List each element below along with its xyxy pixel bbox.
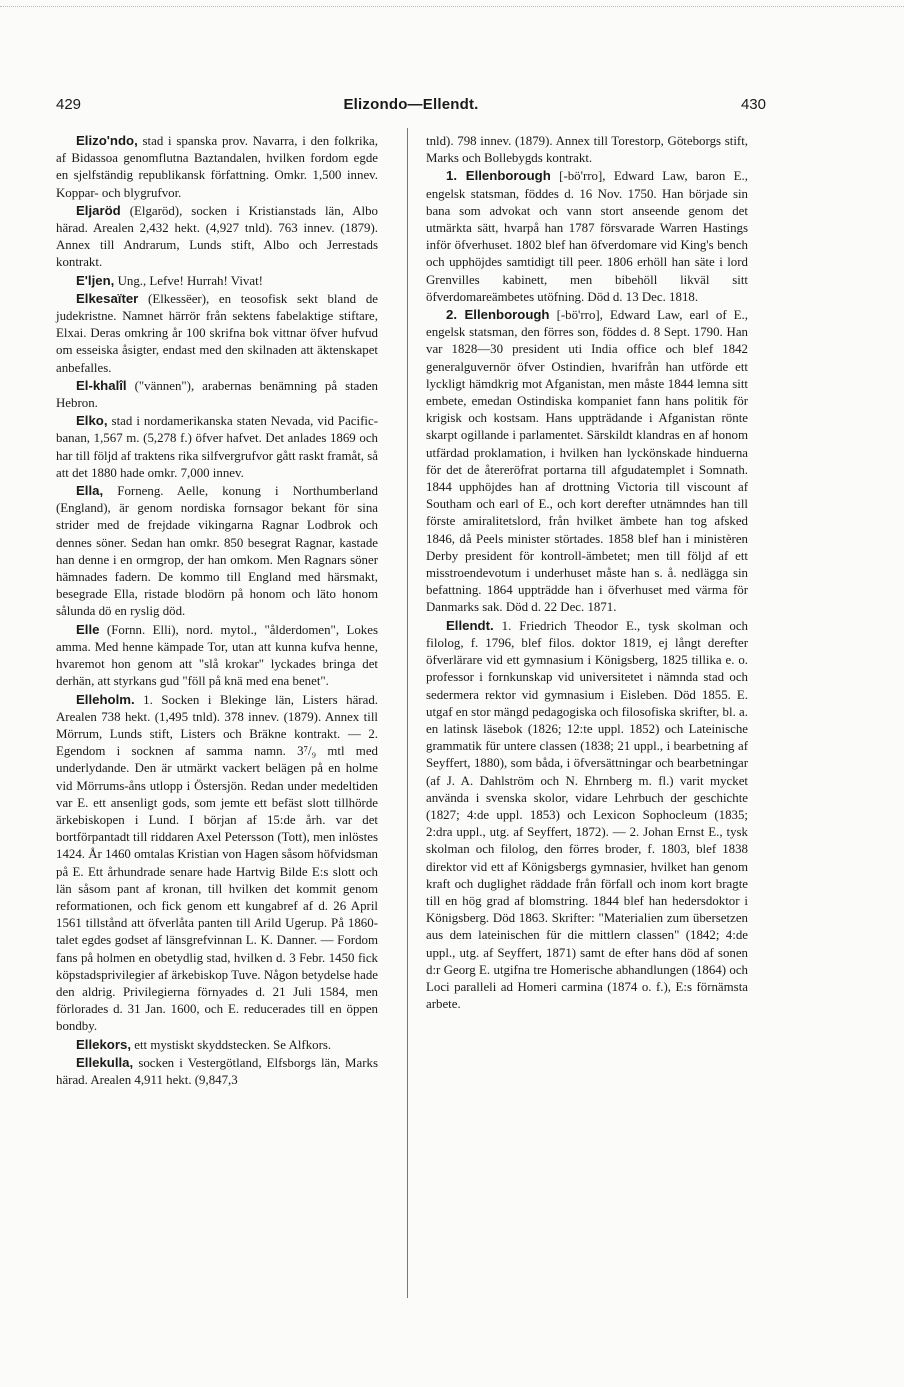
headword: Elko, [76, 413, 108, 429]
headword: Eljaröd [76, 202, 121, 218]
entry-text: [-bö'rro], Edward Law, earl of E., engelsk statsman, den förres son, föddes d. 8 Sept. 1790. Han var 1828—30 president uti India office och blef 1842 generalguvernör öfver Ostindien, hvarifrån han utförde ett lyckligt hämdkrig mot Afganistan, men måste 1844 lemna sitt embete, emedan Ostindiska kompaniet fann hans politik för krigisk och kostsam. Hans uppträdande i Afganistan rönte skarpt ogillande i parlamentet. Särskildt klandras en af honom utfärdad proklamation, i hvilken han lyckönskade hinduerna för det de återeröfrat portarna till afgudatemplet i Somnath. 1844 upphöjdes han af drottning Victoria till viscount af Southam och earl of E., och kort derefter utnämndes han till förste amiralitetslord, från hvilket ämbete han tog afsked 1846, då Peels minister störtades. 1858 blef han i ministèren Derby president för kontroll-ämbetet; men till följd af ett misstroendevotum i underhuset måste han s. å. nedlägga sin befattning. 1864 uppträdde han i öfverhuset med värma för Danmarks sak. Död d. 22 Dec. 1871. [426, 308, 748, 615]
entry-el-khalil [56, 377, 378, 412]
headword: Ellekors, [76, 1036, 131, 1052]
entry-ellekors [56, 1036, 378, 1054]
right-column [426, 132, 748, 1013]
headword: Ellendt. [446, 617, 494, 633]
headword: Elleholm. [76, 691, 135, 707]
entry-ellekulla [56, 1054, 378, 1089]
entry-text: [-bö'rro], Edward Law, baron E., engelsk statsman, föddes d. 16 Nov. 1750. Han började sin bana som advokat och vann stort anseende genom det utmärkta sätt, hvarpå han 1787 försvarade Warren Hastings inför öfverhuset. 1802 blef han öfverdomare vid King's bench och upphöjdes samtidigt till peer. 1806 erhöll han säte i lord Grenvilles kabinett, men bibehöll likväl sitt öfverdomareämbetes utöfning. Död d. 13 Dec. 1818. [426, 169, 748, 304]
entry-ellenborough-1 [426, 167, 748, 306]
entry-elko [56, 412, 378, 482]
column-divider [407, 128, 408, 1298]
left-column [56, 132, 378, 1089]
entry-text: Ung., Lefve! Hurrah! Vivat! [117, 273, 263, 288]
running-title: Elizondo—Ellendt. [343, 96, 479, 113]
entry-elleholm [56, 691, 378, 1036]
entry-ella [56, 482, 378, 621]
entry-text: 1. Friedrich Theodor E., tysk skolman och filolog, f. 1796, blef filos. doktor 1819, ej långt derefter öfverlärare vid ett gymnasium i Königsberg, 1825 tillika e. o. professor i fornkunskap vid universitetet i nämnda stad och sedermera rektor vid gymnasium i Eisleben. Död 1855. E. utgaf en stor mängd pedagogiska och filosofiska skrifter, bl. a. en latinsk läsebok (1826; 12:te uppl. 1852) och Lateinische grammatik für untere classen (1838; 21 uppl., i bearbetning af Seyffert, 1880), som båda, i öfversättningar och bearbetningar (af J. A. Dahlström och N. Ehrnberg m. fl.) varit mycket använda i svenska skolor, vidare Lehrbuch der geschichte (1827; 4:de uppl. 1853) och Lexicon Sophocleum (1835; 2:dra uppl., utg. af Seyffert, 1872). — 2. Johan Ernst E., tysk skolman och filolog, den förres broder, f. 1803, blef 1838 direktor vid ett af Königsbergs gymnasier, hvilket han genom kraft och duglighet räddade från förfall och inom kort bragte till en hög grad af blomstring. 1844 blef han hedersdoktor i Königsberg. Död 1863. Skrifter: "Materialien zum übersetzen aus dem lateinischen für die mittlern classen" (1842; 4:de uppl., utg. af Seyffert, 1871) samt de efter hans död af sonen d:r Georg E. utgifna tre Homerische abhandlungen (1864) och Loci paralleli ad Homeri carmina (1874 o. f.), E:s förnämsta arbete. [426, 618, 748, 1012]
entry-eljarod [56, 202, 378, 272]
entry-ellenborough-2 [426, 306, 748, 617]
page-number-right: 430 [740, 96, 766, 113]
entry-text: socken i Vestergötland, Elfsborgs län, Marks härad. Arealen 4,911 hekt. (9,847,3 [56, 1055, 378, 1087]
headword: 1. Ellenborough [446, 168, 551, 184]
entry-text: stad i spanska prov. Navarra, i den folkrika, af Bidassoa genomflutna Baztandalen, hvilken fordom egde en sjelfständig republikansk författning. Omkr. 1,500 innev. Koppar- och blygrufvor. [56, 134, 378, 200]
headword: E'ljen, [76, 272, 115, 288]
entry-text: (Elkessëer), en teosofisk sekt bland de judekristne. Namnet härrör från sektens fabelaktige stiftare, Elxai. Deras omkring år 100 skrifna bok vittnar öfver hufvud om esseiska åsigter, endast med den skilnaden att äktenskapet anbefalles. [56, 291, 378, 375]
entry-text: stad i nordamerikanska staten Nevada, vid Pacific-banan, 1,567 m. (5,278 f.) öfver hafvet. Det anlades 1869 och har till följd af traktens rika silfvergrufvor gått raskt framåt, så att det 1880 hade omkr. 7,000 innev. [56, 414, 378, 480]
entry-ellendt [426, 617, 748, 1014]
entry-text: (Elgaröd), socken i Kristianstads län, Albo härad. Arealen 2,432 hekt. (4,927 tnld). 763 innev. (1879). Annex till Andrarum, Lunds stift, Albo och Jerrestads kontrakt. [56, 203, 378, 270]
entry-text: ("vännen"), arabernas benämning på staden Hebron. [56, 378, 378, 411]
entry-text: ett mystiskt skyddstecken. Se Alfkors. [134, 1037, 332, 1052]
entry-text: (Fornn. Elli), nord. mytol., "ålderdomen", Lokes amma. Med henne kämpade Tor, utan att kunna kufva henne, hvaremot hon genom att "slå krokar" lyckades bringa det derhän, att styrkans gud "föll på knä med ena benet". [56, 622, 378, 689]
headword: Elle [76, 621, 100, 637]
headword: Elkesaïter [76, 290, 139, 306]
entry-text: Forneng. Aelle, konung i Northumberland (England), är genom nordiska fornsagor bekant för sina strider med de frejdade vikingarna Ragnar Lodbrok och dennes söner. Sedan han omkr. 850 besegrat Ragnar, kastade han denne i en ormgrop, der han omkom. Men Ragnars söner hämnades fadern. De kommo till England med härsmakt, besegrade Ella, ristade blodörn på honom och läto honom sålunda dö en ryslig död. [56, 484, 378, 619]
page-header [56, 96, 766, 120]
entry-elkesaiter [56, 290, 378, 377]
entry-text: tnld). 798 innev. (1879). Annex till Torestorp, Göteborgs stift, Marks och Bollebygds kontrakt. [426, 134, 748, 166]
entry-ellekulla-continued [426, 132, 748, 167]
headword: Ellekulla, [76, 1054, 134, 1070]
entry-text: 1. Socken i Blekinge län, Listers härad. Arealen 738 hekt. (1,495 tnld). 378 innev. (1879). Annex till Mörrum, Lunds stift, Listers och Bräkne kontrakt. — 2. Egendom i socknen af samma namn. 3⁷/₉ mtl med underlydande. Den är utmärkt vackert belägen på en holme vid Mörrums-åns utlopp i Östersjön. Redan under medeltiden var E. ett ansenligt gods, som jemte ett befäst slott tillhörde ärkebiskopen i Lund. I början af 15:de årh. var det bortförpantadt till riddaren Axel Petersson (Tott), men inlöstes 1424. År 1460 omtalas Kristian von Hagen såsom höfvidsman på E. Ett århundrade senare hade Hartvig Bilde E:s slott och län såsom pant af kronan, till hvilken det kommit genom reformationen, och fick genom ett kungabref af d. 26 April 1561 tillstånd att öfverlåta panten till Arild Ugerup. På 1860-talet egdes godset af länsgrefvinnan L. K. Danner. — Fordom fans på holmen en obetydlig stad, hvilken d. 3 Febr. 1450 fick köpstadsprivilegier af ärkebiskop Tuve. Någon betydelse hade den aldrig. Privilegierna förnyades d. 21 Juli 1584, men förlorades d. 31 Jan. 1600, och E. reducerades till en öppen bondby. [56, 692, 378, 1034]
headword: 2. Ellenborough [446, 307, 550, 323]
entry-elizondo [56, 132, 378, 202]
scan-top-edge [0, 0, 904, 7]
headword: Elizo'ndo, [76, 133, 138, 148]
entry-eljen [56, 272, 378, 290]
headword: El-khalîl [76, 377, 127, 393]
headword: Ella, [76, 483, 104, 499]
page-number-left: 429 [56, 96, 82, 113]
entry-elle [56, 621, 378, 691]
